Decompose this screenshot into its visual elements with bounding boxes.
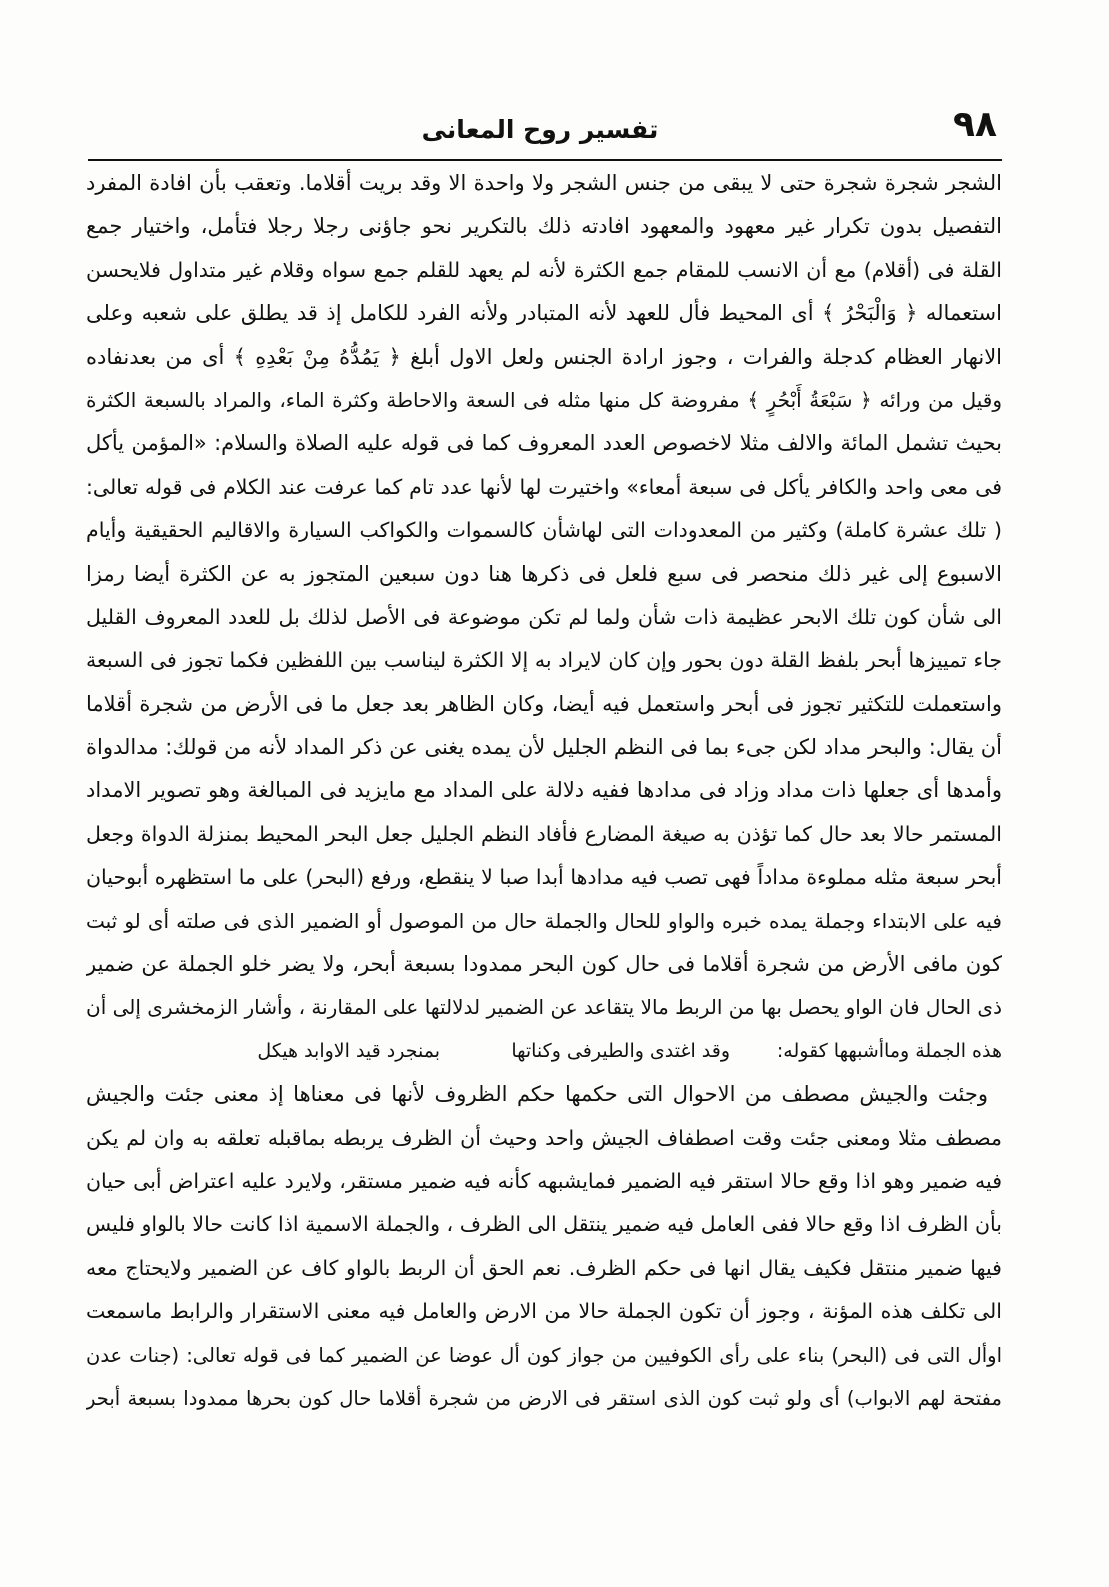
text-line: واستعملت للتكثير تجوز فى أبحر واستعمل فيه أيضا، وكان الظاهر بعد جعل ما فى الأرض من شجرة أقلاما	[86, 691, 1002, 716]
text-line: القلة فى (أقلام) مع أن الانسب للمقام جمع الكثرة لأنه لم يعهد للقلم جمع سواه وقلام غير متداول فلايحسن	[86, 257, 1002, 282]
text-line: أن يقال: والبحر مداد لكن جىء بما فى النظم الجليل لأن يمده يغنى عن ذكر المداد لأنه من قولك: مدالدواة	[86, 735, 1002, 760]
text-line: مفتحة لهم الابواب) أى ولو ثبت كون الذى استقر فى الارض من شجرة أقلاما حال كون بحرها ممدودا بسبعة أبحر	[86, 1386, 1002, 1410]
verse-hemistich-first: وقد اغتدى والطيرفى وكناتها	[511, 1039, 730, 1062]
text-line: الانهار العظام كدجلة والفرات ، وجوز ارادة الجنس ولعل الاول أبلغ ﴿ يَمُدُّهُ مِنْ بَعْدِهِ ﴾ أى من بعدنفاده	[86, 344, 1002, 369]
text-line: اوأل التى فى (البحر) بناء على رأى الكوفيين من جواز كون أل عوضا عن الضمير كما فى قوله تعالى: (جنات عدن	[86, 1343, 1002, 1367]
verse-hemistich-second: بمنجرد قيد الاوابد هيكل	[257, 1039, 440, 1062]
page-number: ٩٨	[953, 104, 997, 145]
text-line: وقيل من ورائه ﴿ سَبْعَةُ أَبْحُرٍ ﴾ مفروضة كل منها مثله فى السعة والاحاطة وكثرة الماء، والمراد بالسبعة الكثرة	[86, 387, 1002, 412]
text-line: ( تلك عشرة كاملة) وكثير من المعدودات التى لهاشأن كالسموات والكواكب السيارة والاقاليم الحقيقية وأيام	[86, 518, 1002, 543]
text-line: مصطف مثلا ومعنى جئت وقت اصطفاف الجيش واحد وحيث أن الظرف يربطه بماقبله تعلقه به وان لم يكن	[86, 1125, 1002, 1150]
text-line: جاء تمييزها أبحر بلفظ القلة دون بحور وإن كان لايراد به إلا الكثرة ليناسب بين اللفظين فكما تجوز فى السبعة	[86, 648, 1002, 673]
verse-line	[86, 1030, 1002, 1073]
text-line: ذى الحال فان الواو يحصل بها من الربط مالا يتقاعد عن الضمير لدلالتها على المقارنة ، وأشار الزمخشرى إلى أن	[86, 995, 1002, 1020]
text-line: بأن الظرف اذا وقع حالا ففى العامل فيه ضمير ينتقل الى الظرف ، والجملة الاسمية اذا كانت حالا بالواو فليس	[86, 1212, 1002, 1237]
verse-intro: هذه الجملة وماأشبهها كقوله:	[776, 1039, 1002, 1062]
text-line: كون مافى الأرض من شجرة أقلاما فى حال كون البحر ممدودا بسبعة أبحر، ولا يضر خلو الجملة عن ضمير	[86, 952, 1002, 977]
text-line: فيه ضمير وهو اذا وقع حالا استقر فيه الضمير فمايشبهه كأنه فيه ضمير مستقر، ولايرد عليه اعتراض أبى حيان	[86, 1168, 1002, 1193]
text-line: استعماله ﴿ وَالْبَحْرُ ﴾ أى المحيط فأل للعهد لأنه المتبادر ولأنه الفرد للكامل إذ قد يطلق على شعبه وعلى	[86, 301, 1002, 326]
text-line: الشجر شجرة شجرة حتى لا يبقى من جنس الشجر ولا واحدة الا وقد بريت أقلاما. وتعقب بأن افادة المفرد	[86, 171, 1002, 195]
text-line: فى معى واحد والكافر يأكل فى سبعة أمعاء» واختيرت لها لأنها عدد تام كما عرفت عند الكلام فى قوله تعالى:	[86, 474, 1002, 499]
text-line: المستمر حالا بعد حال كما تؤذن به صيغة المضارع فأفاد النظم الجليل جعل البحر المحيط بمنزلة الدواة وجعل	[86, 821, 1002, 846]
text-line: وأمدها أى جعلها ذات مداد وزاد فى مدادها ففيه دلالة على المداد مع مايزيد فى المبالغة وهو تصوير الامداد	[86, 778, 1002, 803]
text-line: بحيث تشمل المائة والالف مثلا لاخصوص العدد المعروف كما فى قوله عليه الصلاة والسلام: «المؤمن يأكل	[86, 431, 1002, 456]
text-line: فيه على الابتداء وجملة يمده خبره والواو للحال والجملة حال من الموصول أو الضمير الذى فى صلته أى لو ثبت	[86, 908, 1002, 933]
text-line: الى شأن كون تلك الابحر عظيمة ذات شأن ولما لم تكن موضوعة فى الأصل لذلك بل للعدد المعروف القليل	[86, 604, 1002, 629]
text-body	[86, 162, 1002, 1420]
header-rule	[88, 159, 1002, 161]
text-line: فيها ضمير منتقل فكيف يقال انها فى حكم الظرف. نعم الحق أن الربط بالواو كاف عن الضمير ولايحتاج معه	[86, 1255, 1002, 1280]
text-line: وجئت والجيش مصطف من الاحوال التى حكمها حكم الظروف لأنها فى معناها إذ معنى جئت والجيش	[86, 1082, 988, 1107]
text-line: التفصيل بدون تكرار غير معهود والمعهود افادته ذلك بالتكرير نحو جاؤنى رجلا رجلا فتأمل، واختيار جمع	[86, 214, 1002, 239]
text-line: الى تكلف هذه المؤنة ، وجوز أن تكون الجملة حالا من الارض والعامل فيه معنى الاستقرار والرابط ماسمعت	[86, 1299, 1002, 1324]
text-line: أبحر سبعة مثله مملوءة مداداً فهى تصب فيه مدادها أبدا صبا لا ينقطع، ورفع (البحر) على ما استظهره أبوحيان	[86, 865, 1002, 890]
text-line: الاسبوع إلى غير ذلك منحصر فى سبع فلعل فى ذكرها هنا دون سبعين المتجوز به عن الكثرة أيضا رمزا	[86, 561, 1002, 586]
running-title: تفسير روح المعانى	[421, 115, 659, 144]
